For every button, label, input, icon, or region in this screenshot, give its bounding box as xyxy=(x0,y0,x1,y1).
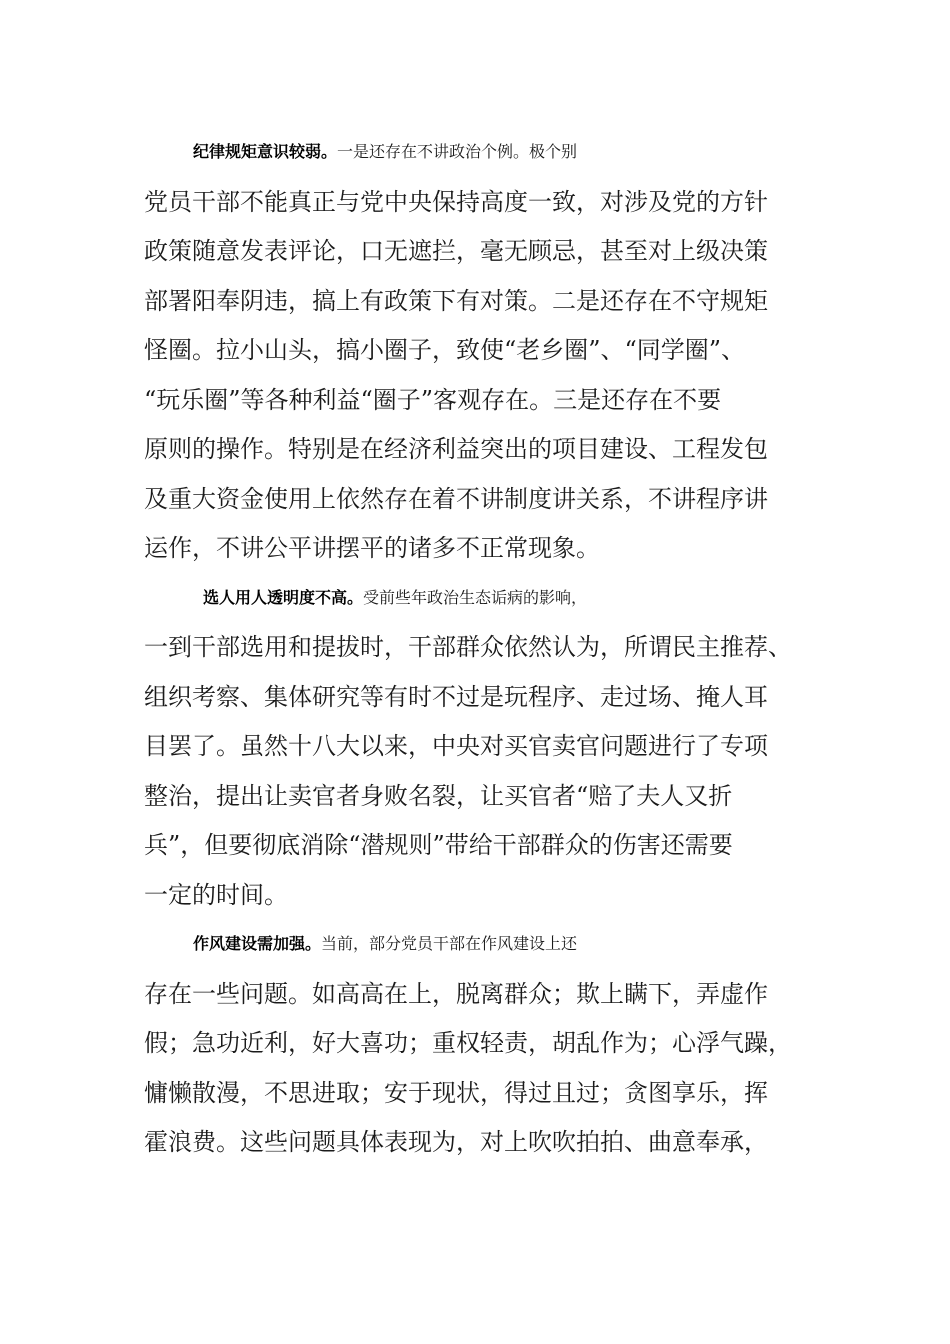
paragraph-1-line-4: 部署阳奉阴违，搞上有政策下有对策。二是还存在不守规矩 xyxy=(144,287,768,315)
paragraph-1-line-2: 党员干部不能真正与党中央保持高度一致，对涉及党的方针 xyxy=(144,188,768,216)
paragraph-2-heading: 选人用人透明度不高。 xyxy=(203,588,364,607)
paragraph-1-text: 一是还存在不讲政治个例。极个别 xyxy=(337,142,578,161)
paragraph-2-line-7: 一定的时间。 xyxy=(144,881,288,909)
paragraph-3-line-5: 霍浪费。这些问题具体表现为，对上吹吹拍拍、曲意奉承， xyxy=(144,1128,768,1156)
paragraph-1-line-8: 及重大资金使用上依然存在着不讲制度讲关系，不讲程序讲 xyxy=(144,485,768,513)
paragraph-2-line-5: 整治，提出让卖官者身败名裂，让买官者“赔了夫人又折 xyxy=(144,782,733,810)
paragraph-2-line-6: 兵”，但要彻底消除“潜规则”带给干部群众的伤害还需要 xyxy=(144,831,733,859)
paragraph-3-line-2: 存在一些问题。如高高在上，脱离群众；欺上瞒下，弄虚作 xyxy=(144,980,768,1008)
paragraph-2-line-3: 组织考察、集体研究等有时不过是玩程序、走过场、掩人耳 xyxy=(144,683,768,711)
paragraph-2-line-2: 一到干部选用和提拔时，干部群众依然认为，所谓民主推荐、 xyxy=(144,633,792,661)
paragraph-3-heading: 作风建设需加强。 xyxy=(193,934,322,953)
paragraph-3-line-3: 假；急功近利，好大喜功；重权轻责，胡乱作为；心浮气躁， xyxy=(144,1029,792,1057)
paragraph-1-line-6: “玩乐圈”等各种利益“圈子”客观存在。三是还存在不要 xyxy=(144,386,722,414)
paragraph-1-line-9: 运作，不讲公平讲摆平的诸多不正常现象。 xyxy=(144,534,600,562)
paragraph-3-line-1 xyxy=(193,924,853,964)
paragraph-1-line-3: 政策随意发表评论，口无遮拦，毫无顾忌，甚至对上级决策 xyxy=(144,237,768,265)
paragraph-1-line-5: 怪圈。拉小山头，搞小圈子，致使“老乡圈”、“同学圈”、 xyxy=(144,336,746,364)
paragraph-1-heading: 纪律规矩意识较弱。 xyxy=(193,142,338,161)
paragraph-1-line-7: 原则的操作。特别是在经济利益突出的项目建设、工程发包 xyxy=(144,435,768,463)
paragraph-2-text: 受前些年政治生态诟病的影响， xyxy=(363,588,588,607)
paragraph-1-line-1 xyxy=(193,132,853,172)
paragraph-3-line-4: 慵懒散漫，不思进取；安于现状，得过且过；贪图享乐，挥 xyxy=(144,1079,768,1107)
paragraph-3-text: 当前，部分党员干部在作风建设上还 xyxy=(321,934,578,953)
paragraph-2-line-4: 目罢了。虽然十八大以来，中央对买官卖官问题进行了专项 xyxy=(144,732,768,760)
paragraph-2-line-1 xyxy=(203,578,863,618)
